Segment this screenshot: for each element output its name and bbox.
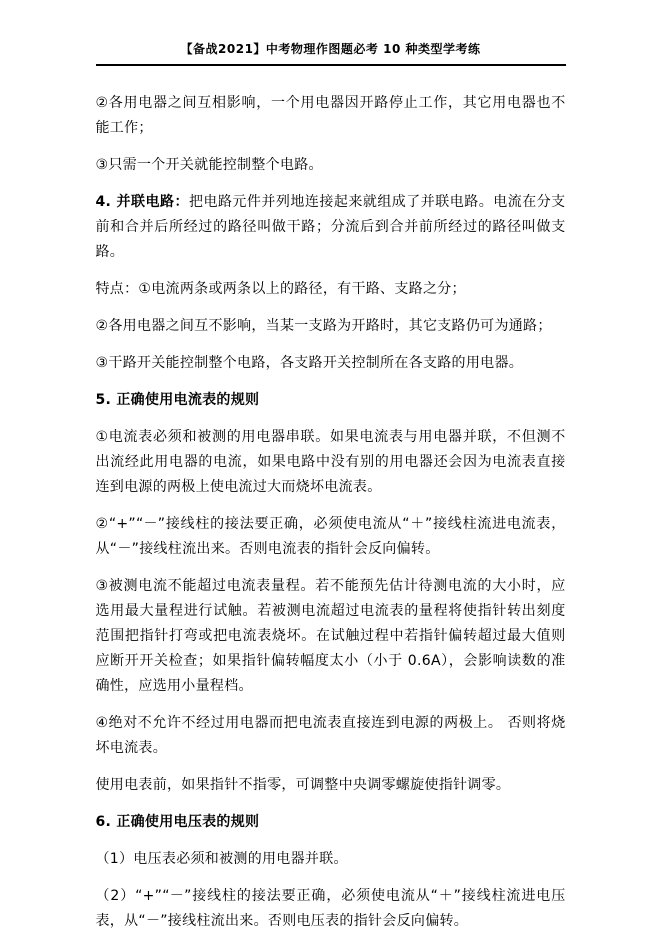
heading-bold-text: 6. 正确使用电压表的规则 — [95, 814, 260, 830]
paragraph-parallel-feature-3 — [96, 351, 566, 376]
paragraph-parallel-feature-1 — [96, 277, 566, 302]
paragraph-zero-adjust-note — [96, 773, 566, 798]
paragraph-bold-lead: 4. 并联电路： — [95, 194, 189, 210]
paragraph-text: ②各用电器之间互不影响，当某一支路为开路时，其它支路仍可为通路； — [95, 318, 552, 334]
paragraph-text: 特点：①电流两条或两条以上的路径，有干路、支路之分； — [95, 281, 466, 297]
heading-bold-text: 5. 正确使用电流表的规则 — [95, 392, 260, 408]
paragraph-voltmeter-rule-1 — [96, 847, 566, 872]
paragraph-text: （2）“+”“－”接线柱的接法要正确，必须使电流从“＋”接线柱流进电压表，从“－”接线柱流出来。否则电压表的指针会反向偏转。 — [95, 888, 566, 929]
paragraph-ammeter-rule-2 — [96, 512, 566, 562]
paragraph-parallel-feature-2 — [96, 314, 566, 339]
paragraph-series-effect-3 — [96, 153, 566, 178]
paragraph-ammeter-rule-4 — [96, 711, 566, 761]
paragraph-series-effect-2 — [96, 91, 566, 141]
page-header — [96, 0, 566, 66]
heading-voltmeter-rules — [96, 810, 566, 835]
heading-ammeter-rules — [96, 388, 566, 413]
paragraph-text: ④绝对不允许不经过用电器而把电流表直接连到电源的两极上。 否则将烧坏电流表。 — [95, 715, 566, 756]
paragraph-text: ③只需一个开关就能控制整个电路。 — [95, 157, 323, 173]
document-sheet — [96, 0, 566, 934]
paragraph-text: 把电路元件并列地连接起来就组成了并联电路。电流在分支前和合并后所经过的路径叫做干路；分流后到合并前所经过的路径叫做支路。 — [95, 194, 566, 260]
paragraph-voltmeter-rule-2 — [96, 884, 566, 934]
paragraph-text: ①电流表必须和被测的用电器串联。如果电流表与用电器并联，不但测不出流经此用电器的电流，如果电路中没有别的用电器还会因为电流表直接连到电源的两极上使电流过大而烧坏电流表。 — [95, 429, 566, 495]
paragraph-parallel-circuit-def — [96, 190, 566, 265]
paragraph-text: ③干路开关能控制整个电路，各支路开关控制所在各支路的用电器。 — [95, 355, 524, 371]
document-body — [96, 66, 566, 934]
paragraph-text: （1）电压表必须和被测的用电器并联。 — [95, 851, 348, 867]
paragraph-ammeter-rule-1 — [96, 425, 566, 500]
paragraph-text: ②各用电器之间互相影响，一个用电器因开路停止工作，其它用电器也不能工作； — [95, 95, 566, 136]
paragraph-text: ③被测电流不能超过电流表量程。若不能预先估计待测电流的大小时，应选用最大量程进行试触。若被测电流超过电流表的量程将使指针转出刻度范围把指针打弯或把电流表烧坏。在试触过程中若指针偏转超过最大值则应断开开关检查；如果指针偏转幅度太小（小于 0.6A），会影响读数的准确性，应选用小量程档。 — [95, 578, 566, 694]
paragraph-text: 使用电表前，如果指针不指零，可调整中央调零螺旋使指针调零。 — [95, 777, 511, 793]
paragraph-text: ②“+”“－”接线柱的接法要正确，必须使电流从“＋”接线柱流进电流表，从“－”接线柱流出来。否则电流表的指针会反向偏转。 — [95, 516, 566, 557]
paragraph-ammeter-rule-3 — [96, 574, 566, 699]
page-header-title: 【备战2021】中考物理作图题必考 10 种类型学考练 — [180, 42, 481, 56]
